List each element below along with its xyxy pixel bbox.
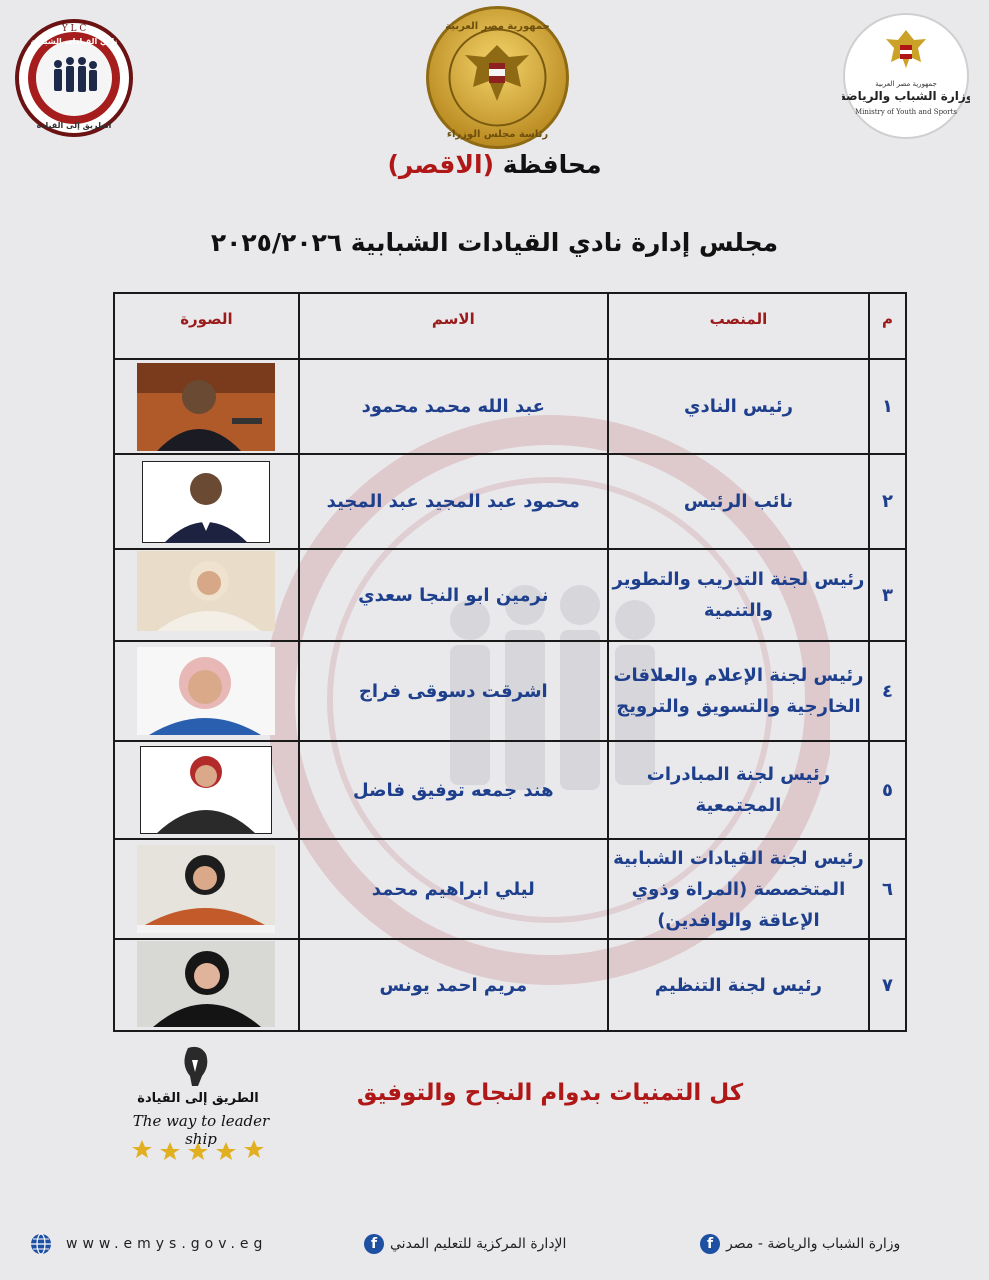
ylc-club-logo <box>14 18 134 138</box>
header-number: م <box>869 293 906 359</box>
table-row <box>114 641 906 741</box>
row-name: محمود عبد المجيد عبد المجيد <box>299 454 608 549</box>
table-row <box>114 741 906 839</box>
row-position: رئيس لجنة القيادات الشبابية المتخصصة (المراة وذوي الإعاقة والوافدين) <box>608 839 869 939</box>
row-position: رئيس لجنة التدريب والتطوير والتنمية <box>608 549 869 641</box>
table-row <box>114 939 906 1031</box>
row-position: رئيس لجنة الإعلام والعلاقات الخارجية والتسويق والترويج <box>608 641 869 741</box>
footer-ministry[interactable] <box>694 1232 900 1256</box>
member-photo <box>137 363 275 451</box>
footer-website[interactable] <box>30 1232 267 1256</box>
member-photo-cell <box>114 839 299 939</box>
member-photo-cell <box>114 549 299 641</box>
header-photo: الصورة <box>114 293 299 359</box>
header-position: المنصب <box>608 293 869 359</box>
row-number: ٣ <box>869 549 906 641</box>
table-row <box>114 549 906 641</box>
governorate-close-paren: ) <box>387 150 399 179</box>
way-slogan-ar: الطريق إلى القيادة <box>137 1091 259 1106</box>
governorate-open-paren: ( <box>482 150 495 179</box>
table-header-row <box>114 293 906 359</box>
row-position: نائب الرئيس <box>608 454 869 549</box>
governorate-prefix: محافظة <box>502 150 602 179</box>
ylc-letters: Y L C <box>61 24 87 34</box>
ministry-youth-sports-logo <box>842 12 970 140</box>
member-photo <box>137 941 275 1029</box>
table-row <box>114 454 906 549</box>
member-photo <box>140 746 272 834</box>
seal-bottom-text: رئاسة مجلس الوزراء <box>446 129 549 140</box>
ministry-text[interactable]: وزارة الشباب والرياضة - مصر <box>726 1236 901 1252</box>
governorate-name: الاقصر <box>398 150 483 179</box>
board-members-table <box>113 292 907 1032</box>
row-position: رئيس لجنة المبادرات المجتمعية <box>608 741 869 839</box>
member-photo-cell <box>114 641 299 741</box>
way-slogan-en: The way to leader ship <box>132 1112 270 1148</box>
member-photo-cell <box>114 454 299 549</box>
ministry-name-en: Ministry of Youth and Sports <box>854 108 958 116</box>
governorate-heading <box>0 150 989 179</box>
row-name: ليلي ابراهيم محمد <box>299 839 608 939</box>
table-row <box>114 359 906 454</box>
footer-central-admin[interactable] <box>358 1232 566 1256</box>
row-number: ١ <box>869 359 906 454</box>
row-number: ٤ <box>869 641 906 741</box>
facebook-icon[interactable]: f <box>700 1234 720 1254</box>
row-number: ٦ <box>869 839 906 939</box>
row-number: ٥ <box>869 741 906 839</box>
row-name: عبد الله محمد محمود <box>299 359 608 454</box>
globe-icon <box>30 1233 52 1255</box>
member-photo <box>142 461 270 543</box>
row-name: نرمين ابو النجا سعدي <box>299 549 608 641</box>
member-photo <box>137 647 275 735</box>
header-name: الاسم <box>299 293 608 359</box>
row-position: رئيس لجنة التنظيم <box>608 939 869 1031</box>
club-slogan: الطريق إلى القيادة <box>36 121 112 130</box>
egypt-cabinet-seal <box>425 5 570 150</box>
member-photo <box>137 845 275 933</box>
row-name: هند جمعه توفيق فاضل <box>299 741 608 839</box>
row-position: رئيس النادي <box>608 359 869 454</box>
website-url[interactable]: www.emys.gov.eg <box>66 1236 268 1252</box>
closing-wishes: كل التمنيات بدوام النجاح والتوفيق <box>356 1080 744 1106</box>
row-name: اشرقت دسوقى فراج <box>299 641 608 741</box>
club-name-arc: نادي القيادات الشبابية <box>30 37 118 46</box>
member-photo-cell <box>114 359 299 454</box>
seal-top-text: جمهورية مصر العربية <box>445 21 550 32</box>
central-admin-text[interactable]: الإدارة المركزية للتعليم المدني <box>390 1236 567 1252</box>
document-title: مجلس إدارة نادي القيادات الشبابية ٢٠٢٥/٢٠٢٦ <box>210 228 779 257</box>
row-number: ٧ <box>869 939 906 1031</box>
member-photo-cell <box>114 939 299 1031</box>
ministry-country: جمهورية مصر العربية <box>875 80 937 88</box>
ministry-name-ar: وزارة الشباب والرياضة <box>842 89 970 103</box>
table-row <box>114 839 906 939</box>
member-photo-cell <box>114 741 299 839</box>
row-name: مريم احمد يونس <box>299 939 608 1031</box>
member-photo <box>137 551 275 639</box>
facebook-icon[interactable]: f <box>364 1234 384 1254</box>
row-number: ٢ <box>869 454 906 549</box>
